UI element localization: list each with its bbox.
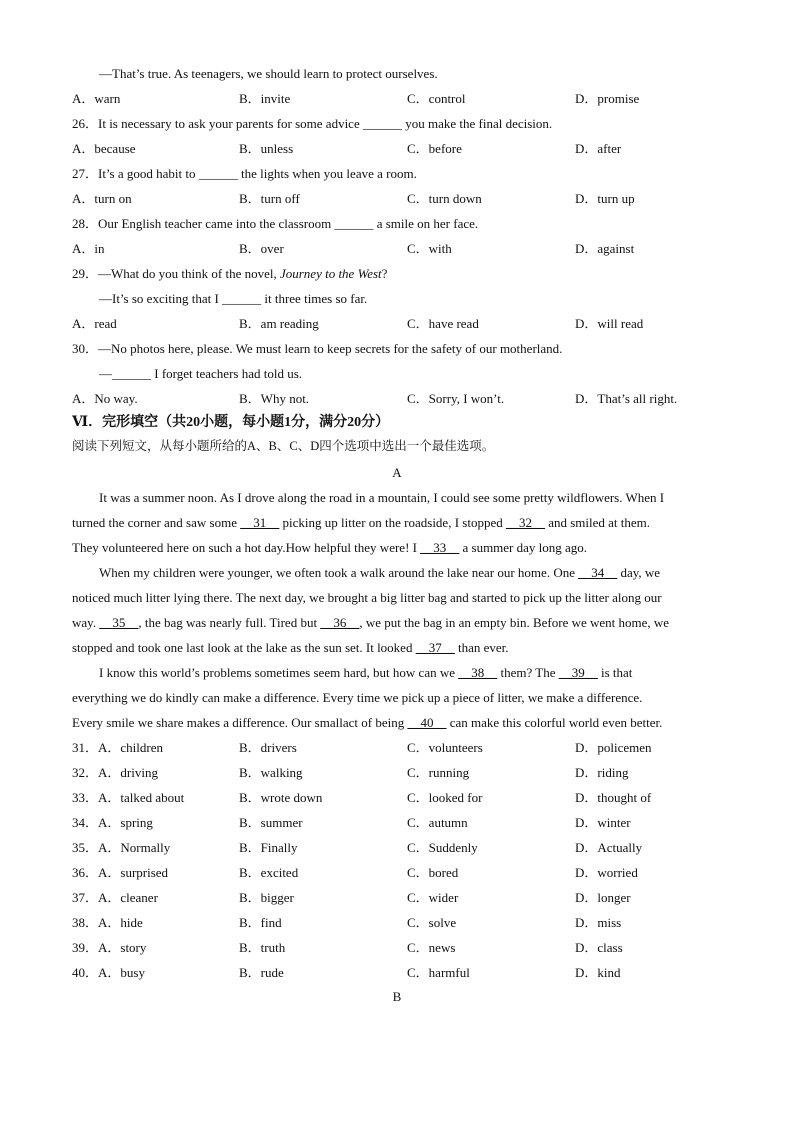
reply-text: it three times so far.	[264, 291, 368, 306]
cloze-blank-40: __40__	[407, 715, 447, 730]
option-d: D．policemen	[575, 740, 652, 755]
answer-blank: ______	[198, 166, 238, 181]
option-a: A．in	[72, 241, 105, 256]
option-c: C．volunteers	[407, 740, 483, 755]
cloze-options-35	[72, 835, 722, 860]
option-d: D．will read	[575, 316, 644, 331]
option-c: C．Suddenly	[407, 840, 478, 855]
answer-blank: ______	[334, 216, 374, 231]
option-b: B．truth	[239, 940, 286, 955]
cloze-blank-39: __39__	[558, 665, 598, 680]
option-b: B．turn off	[239, 191, 300, 206]
option-d: D．thought of	[575, 790, 652, 805]
option-c: C．wider	[407, 890, 459, 905]
stem-text: 26．It is necessary to ask your parents for some advice	[72, 116, 360, 131]
passage-text: day, we	[620, 565, 661, 580]
option-c: C．autumn	[407, 815, 468, 830]
passage-text: stopped and took one last look at the lake as the sun set. It looked	[72, 640, 413, 655]
option-b: B．drivers	[239, 740, 297, 755]
option-c: C．turn down	[407, 191, 482, 206]
option-d: D．That’s all right.	[575, 391, 678, 406]
option-c: C．harmful	[407, 965, 470, 980]
stem-text: you make the final decision.	[405, 116, 553, 131]
cloze-blank-38: __38__	[458, 665, 498, 680]
passage-b-label: B	[392, 989, 402, 1004]
option-b: B．wrote down	[239, 790, 323, 805]
reply-text: —	[99, 366, 112, 381]
option-a: 34．A．spring	[72, 815, 153, 830]
cloze-blank-34: __34__	[578, 565, 618, 580]
question-26-stem	[72, 111, 722, 136]
option-b: B．am reading	[239, 316, 319, 331]
option-a: A．turn on	[72, 191, 132, 206]
passage-line: It was a summer noon. As I drove along the road in a mountain, I could see some pretty wildflowers. When I	[99, 490, 665, 505]
option-d: D．Actually	[575, 840, 643, 855]
cloze-options-34	[72, 810, 722, 835]
novel-title: Journey to the West	[279, 266, 382, 281]
stem-text: 29．—What do you think of the novel,	[72, 266, 277, 281]
passage-line	[72, 635, 722, 660]
question-25-options	[72, 86, 722, 111]
passage-text: I know this world’s problems sometimes seem hard, but how can we	[99, 665, 455, 680]
stem-text: a smile on her face.	[376, 216, 479, 231]
stem-text: 27．It’s a good habit to	[72, 166, 196, 181]
stem-text: 28．Our English teacher came into the classroom	[72, 216, 332, 231]
passage-line: everything we do kindly can make a difference. Every time we pick up a piece of litter, we make a difference.	[72, 690, 643, 705]
cloze-options-32	[72, 760, 722, 785]
option-a: A．No way.	[72, 391, 138, 406]
cloze-blank-31: __31__	[240, 515, 280, 530]
option-a: 33．A．talked about	[72, 790, 185, 805]
cloze-options-33	[72, 785, 722, 810]
passage-text: Every smile we share makes a difference. Our smallact of being	[72, 715, 405, 730]
option-b: B．walking	[239, 765, 303, 780]
passage-text: When my children were younger, we often took a walk around the lake near our home. One	[99, 565, 575, 580]
cloze-options-38	[72, 910, 722, 935]
option-a: 36．A．surprised	[72, 865, 169, 880]
option-b: B．unless	[239, 141, 294, 156]
option-c: C．solve	[407, 915, 457, 930]
answer-blank: ______	[362, 116, 402, 131]
reply-text: —It’s so exciting that I	[99, 291, 219, 306]
option-c: C．have read	[407, 316, 479, 331]
option-d: D．promise	[575, 91, 640, 106]
option-b: B．Why not.	[239, 391, 310, 406]
passage-line	[72, 710, 722, 735]
option-b: B．bigger	[239, 890, 294, 905]
passage-text: They volunteered here on such a hot day.How helpful they were! I	[72, 540, 417, 555]
option-d: D．longer	[575, 890, 631, 905]
question-28-options	[72, 236, 722, 261]
cloze-blank-37: __37__	[415, 640, 455, 655]
question-29-options	[72, 311, 722, 336]
option-d: D．riding	[575, 765, 629, 780]
option-c: C．Sorry, I won’t.	[407, 391, 505, 406]
option-a: 37．A．cleaner	[72, 890, 158, 905]
passage-text: is that	[601, 665, 633, 680]
passage-line	[72, 510, 722, 535]
section-title: Ⅵ．完形填空（共20小题，每小题1分，满分20分）	[72, 415, 390, 430]
passage-line	[99, 560, 722, 585]
option-d: D．kind	[575, 965, 621, 980]
passage-text: them? The	[500, 665, 556, 680]
cloze-blank-33: __33__	[420, 540, 460, 555]
option-c: C．before	[407, 141, 462, 156]
option-d: D．winter	[575, 815, 631, 830]
option-d: D．miss	[575, 915, 622, 930]
passage-line	[72, 610, 722, 635]
option-b: B．summer	[239, 815, 303, 830]
option-c: C．news	[407, 940, 456, 955]
stem-text: the lights when you leave a room.	[241, 166, 417, 181]
question-27-stem	[72, 161, 722, 186]
option-d: D．turn up	[575, 191, 635, 206]
option-d: D．after	[575, 141, 622, 156]
option-a: 31．A．children	[72, 740, 163, 755]
option-a: 40．A．busy	[72, 965, 145, 980]
passage-text: and smiled at them.	[548, 515, 651, 530]
option-c: C．looked for	[407, 790, 483, 805]
option-a: A．because	[72, 141, 136, 156]
option-a: 35．A．Normally	[72, 840, 171, 855]
passage-text: picking up litter on the roadside, I stopped	[282, 515, 503, 530]
passage-line: noticed much litter lying there. The next day, we brought a big litter bag and started to pick up the litter along our	[72, 590, 662, 605]
option-a: 38．A．hide	[72, 915, 143, 930]
cloze-options-39	[72, 935, 722, 960]
passage-text: turned the corner and saw some	[72, 515, 237, 530]
option-a: 32．A．driving	[72, 765, 158, 780]
passage-text: , the bag was nearly full. Tired but	[138, 615, 318, 630]
cloze-blank-36: __36__	[320, 615, 360, 630]
section-instruction: 阅读下列短文，从每小题所给的A、B、C、D四个选项中选出一个最佳选项。	[72, 439, 495, 453]
passage-text: way.	[72, 615, 97, 630]
option-a: A．warn	[72, 91, 121, 106]
option-c: C．running	[407, 765, 470, 780]
passage-text: a summer day long ago.	[462, 540, 588, 555]
passage-text: than ever.	[457, 640, 509, 655]
question-30-stem: 30．—No photos here, please. We must learn to keep secrets for the safety of our motherland.	[72, 341, 563, 356]
cloze-blank-32: __32__	[505, 515, 545, 530]
question-27-options	[72, 186, 722, 211]
option-b: B．rude	[239, 965, 284, 980]
option-b: B．over	[239, 241, 284, 256]
question-30-reply	[99, 361, 722, 386]
answer-blank: ______	[222, 291, 262, 306]
option-a: A．read	[72, 316, 117, 331]
passage-text: , we put the bag in an empty bin. Before we went home, we	[359, 615, 670, 630]
cloze-blank-35: __35__	[99, 615, 139, 630]
option-d: D．class	[575, 940, 623, 955]
option-d: D．against	[575, 241, 635, 256]
option-b: B．Finally	[239, 840, 298, 855]
question-30-options	[72, 386, 722, 411]
option-c: C．control	[407, 91, 466, 106]
question-29-stem	[72, 261, 722, 286]
passage-line	[99, 660, 722, 685]
question-26-options	[72, 136, 722, 161]
option-b: B．invite	[239, 91, 291, 106]
question-28-stem	[72, 211, 722, 236]
option-b: B．excited	[239, 865, 299, 880]
answer-blank: ______	[112, 366, 151, 381]
option-b: B．find	[239, 915, 282, 930]
option-a: 39．A．story	[72, 940, 147, 955]
passage-line	[72, 535, 722, 560]
cloze-options-36	[72, 860, 722, 885]
option-d: D．worried	[575, 865, 638, 880]
stem-text: ?	[381, 266, 388, 281]
passage-a-label: A	[392, 465, 402, 480]
passage-text: can make this colorful world even better.	[449, 715, 663, 730]
question-25-reply: —That’s true. As teenagers, we should learn to protect ourselves.	[99, 66, 438, 81]
question-29-reply	[99, 286, 722, 311]
cloze-options-37	[72, 885, 722, 910]
cloze-options-31	[72, 735, 722, 760]
reply-text: I forget teachers had told us.	[154, 366, 303, 381]
option-c: C．with	[407, 241, 452, 256]
cloze-options-40	[72, 960, 722, 985]
option-c: C．bored	[407, 865, 459, 880]
